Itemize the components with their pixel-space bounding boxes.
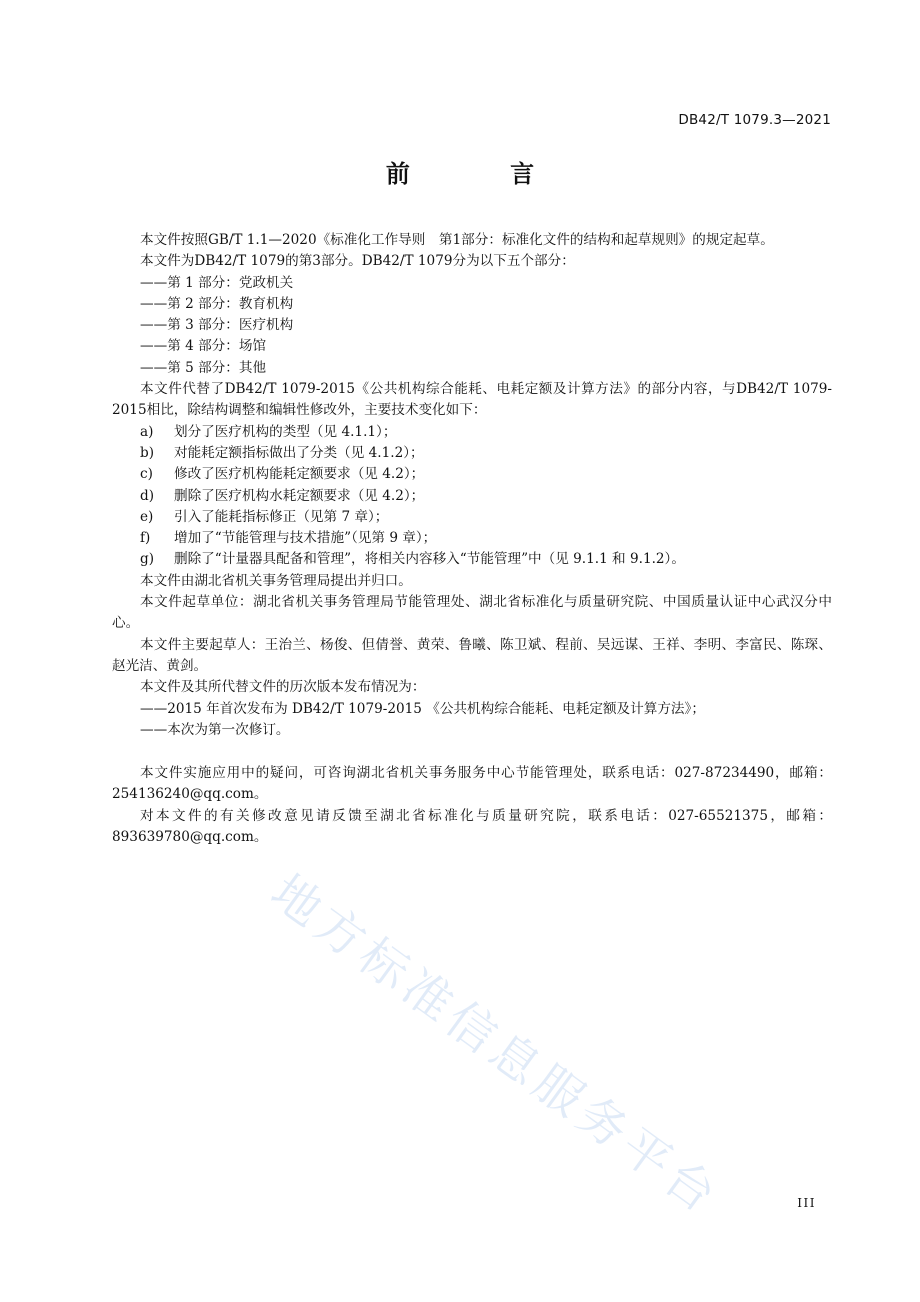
list-marker: g) bbox=[140, 551, 155, 568]
list-item-change bbox=[112, 464, 832, 485]
list-item-text: 增加了“节能管理与技术措施”（见第 9 章）； bbox=[174, 530, 437, 547]
paragraph-proposer: 本文件由湖北省机关事务管理局提出并归口。 bbox=[140, 572, 412, 589]
spacer bbox=[112, 741, 832, 763]
document-code: DB42/T 1079.3—2021 bbox=[678, 112, 831, 128]
list-item-change bbox=[112, 528, 832, 549]
paragraph-drafters: 本文件主要起草人：王治兰、杨俊、但倩誉、黄荣、鲁曦、陈卫斌、程前、吴远谋、王祥、李明、李富民、陈琛、赵光洁、黄剑。 bbox=[112, 636, 832, 674]
paragraph-part-info: 本文件为DB42/T 1079的第3部分。DB42/T 1079分为以下五个部分： bbox=[140, 253, 575, 270]
list-item-text: 引入了能耗指标修正（见第 7 章）； bbox=[174, 508, 389, 525]
list-item-change bbox=[112, 443, 832, 464]
list-marker: e) bbox=[140, 508, 154, 525]
list-item-change bbox=[112, 549, 832, 570]
list-item-history: ——2015 年首次发布为 DB42/T 1079-2015 《公共机构综合能耗、电耗定额及计算方法》； bbox=[140, 700, 705, 717]
list-marker: f) bbox=[140, 530, 151, 547]
list-item-text: 划分了医疗机构的类型（见 4.1.1）； bbox=[174, 423, 397, 440]
watermark: 地方标准信息服务平台 bbox=[260, 863, 731, 1227]
paragraph-drafting-rules: 本文件按照GB/T 1.1—2020《标准化工作导则 第1部分：标准化文件的结构和起草规则》的规定起草。 bbox=[140, 232, 774, 248]
page-number: III bbox=[797, 1196, 816, 1210]
list-item-history: ——本次为第一次修订。 bbox=[140, 721, 290, 738]
list-item-text: 删除了“计量器具配备和管理”，将相关内容移入“节能管理”中（见 9.1.1 和 9.1.2）。 bbox=[174, 551, 685, 568]
list-item-text: 修改了医疗机构能耗定额要求（见 4.2）； bbox=[174, 466, 425, 483]
paragraph-contact-1: 本文件实施应用中的疑问，可咨询湖北省机关事务服务中心节能管理处，联系电话：027-87234490，邮箱：254136240@qq.com。 bbox=[112, 765, 832, 803]
list-marker: b) bbox=[140, 444, 155, 461]
list-item-change bbox=[112, 507, 832, 528]
list-marker: a) bbox=[140, 423, 154, 440]
list-item-change bbox=[112, 422, 832, 443]
document-body bbox=[112, 230, 832, 848]
list-item-part: ——第 1 部分：党政机关 bbox=[140, 274, 294, 291]
paragraph-replacement: 本文件代替了DB42/T 1079-2015《公共机构综合能耗、电耗定额及计算方法》的部分内容，与DB42/T 1079-2015相比，除结构调整和编辑性修改外，主要技术变化如下： bbox=[112, 381, 832, 419]
paragraph-contact-2: 对本文件的有关修改意见请反馈至湖北省标准化与质量研究院，联系电话：027-65521375，邮箱：893639780@qq.com。 bbox=[112, 807, 832, 846]
paragraph-history-intro: 本文件及其所代替文件的历次版本发布情况为： bbox=[140, 679, 426, 696]
list-item-text: 对能耗定额指标做出了分类（见 4.1.2）； bbox=[174, 444, 424, 461]
page-title: 前 言 bbox=[385, 160, 581, 188]
list-marker: c) bbox=[140, 466, 153, 483]
list-item-part: ——第 3 部分：医疗机构 bbox=[140, 317, 294, 334]
list-marker: d) bbox=[140, 487, 155, 504]
paragraph-drafting-units: 本文件起草单位：湖北省机关事务管理局节能管理处、湖北省标准化与质量研究院、中国质量认证中心武汉分中心。 bbox=[112, 594, 832, 632]
list-item-part: ——第 5 部分：其他 bbox=[140, 359, 267, 376]
list-item-change bbox=[112, 486, 832, 507]
list-item-part: ——第 2 部分：教育机构 bbox=[140, 295, 294, 312]
list-item-text: 删除了医疗机构水耗定额要求（见 4.2）； bbox=[174, 487, 425, 504]
list-item-part: ——第 4 部分：场馆 bbox=[140, 338, 267, 355]
